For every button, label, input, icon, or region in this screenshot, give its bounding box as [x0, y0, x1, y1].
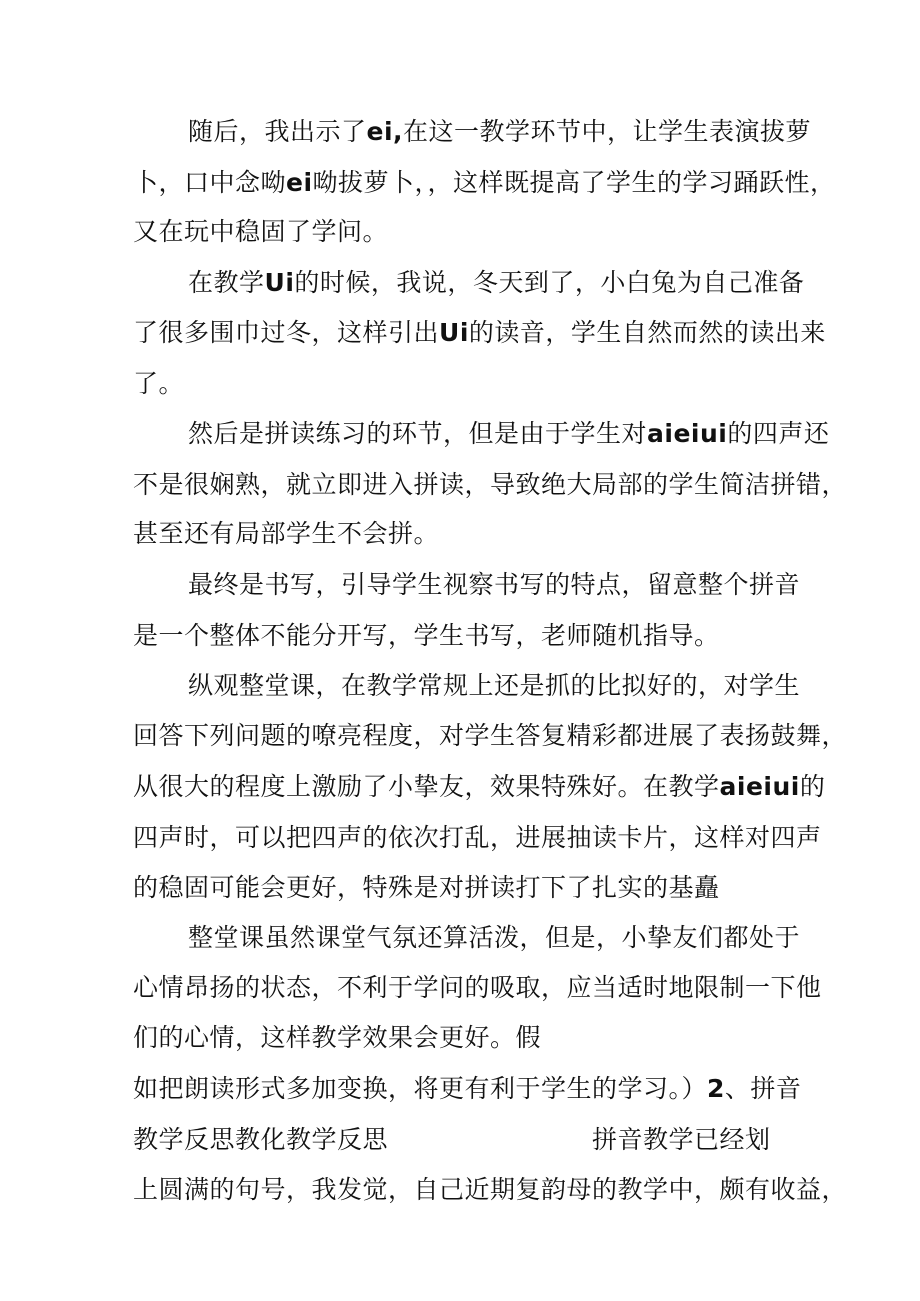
text-line [133, 620, 720, 652]
text-run: 随后，我出示了 [188, 117, 367, 146]
text-line [188, 267, 804, 299]
text-line [133, 1124, 771, 1156]
text-line [133, 317, 826, 349]
text-run: 在这一教学环节中，让学生表演拔萝 [403, 117, 812, 146]
latin-text-run: ei [286, 168, 313, 197]
text-run: 最终是书写，引导学生视察书写的特点，留意整个拼音 [188, 570, 801, 599]
text-line [133, 872, 720, 904]
text-line [188, 922, 800, 954]
text-run: 了很多围巾过冬，这样引出 [133, 318, 440, 347]
text-run: 整堂课虽然课堂气氛还算活泼，但是，小挚友们都处于 [188, 923, 801, 952]
text-line [133, 1174, 847, 1206]
text-run: 甚至还有局部学生不会拼。 [133, 519, 440, 548]
text-run: 从很大的程度上激励了小挚友，效果特殊好。在教学 [133, 772, 720, 801]
text-line [133, 1022, 541, 1054]
latin-text-run: aieiui [647, 419, 728, 448]
text-line [133, 167, 836, 199]
text-run: 回答下列问题的嘹亮程度，对学生答复精彩都进展了表扬鼓舞， [133, 721, 848, 750]
text-run: 的四声还 [727, 419, 830, 448]
text-run: 心情昂扬的状态，不利于学问的吸取，应当适时地限制一下他 [133, 973, 822, 1002]
text-run: 是一个整体不能分开写，学生书写，老师随机指导。 [133, 621, 720, 650]
text-run: 了。 [133, 369, 185, 398]
latin-text-run: aieiui [719, 772, 800, 801]
text-run: 们的心情，这样教学效果会更好。假 [133, 1023, 542, 1052]
text-line [133, 1073, 801, 1105]
text-line [188, 116, 811, 148]
text-run: 不是很娴熟，就立即进入拼读，导致绝大局部的学生简洁拼错， [133, 470, 848, 499]
text-run: 的读音，学生自然而然的读出来 [468, 318, 826, 347]
text-run: 呦拔萝卜，，这样既提高了学生的学习踊跃性， [312, 168, 836, 197]
text-line [133, 518, 439, 550]
text-run: 的时候，我说，冬天到了，小白兔为自己准备 [294, 268, 805, 297]
text-line [188, 569, 800, 601]
text-line [133, 720, 847, 752]
latin-text-run: Ui [439, 318, 469, 347]
text-line [188, 670, 800, 702]
text-run: 的稳固可能会更好，特殊是对拼读打下了扎实的基矗 [133, 873, 720, 902]
text-run: 纵观整堂课，在教学常规上还是抓的比拟好的，对学生 [188, 671, 801, 700]
text-line [133, 771, 825, 803]
text-run [388, 1125, 592, 1154]
text-line [133, 469, 847, 501]
text-run: 又在玩中稳固了学问。 [133, 217, 389, 246]
text-line [133, 368, 184, 400]
text-run: 卜，口中念呦 [133, 168, 287, 197]
text-run: 的 [799, 772, 826, 801]
text-run: 在教学 [188, 268, 265, 297]
text-line [133, 972, 822, 1004]
text-run: 如把朗读形式多加变换，将更有利于学生的学习。） [133, 1074, 708, 1103]
latin-text-run: Ui [264, 268, 295, 297]
text-line [188, 418, 829, 450]
text-run: 拼音教学已经划 [592, 1125, 771, 1154]
latin-text-run: 2 [707, 1074, 725, 1103]
text-line [133, 216, 388, 248]
text-run: 然后是拼读练习的环节，但是由于学生对 [188, 419, 648, 448]
latin-text-run: ei, [366, 117, 404, 146]
text-run: 上圆满的句号，我发觉，自己近期复韵母的教学中，颇有收益， [133, 1175, 848, 1204]
text-run: 教学反思教化教学反思 [133, 1125, 389, 1154]
text-line [133, 822, 822, 854]
text-run: 、拼音 [724, 1074, 802, 1103]
text-run: 四声时，可以把四声的依次打乱，进展抽读卡片，这样对四声 [133, 823, 822, 852]
